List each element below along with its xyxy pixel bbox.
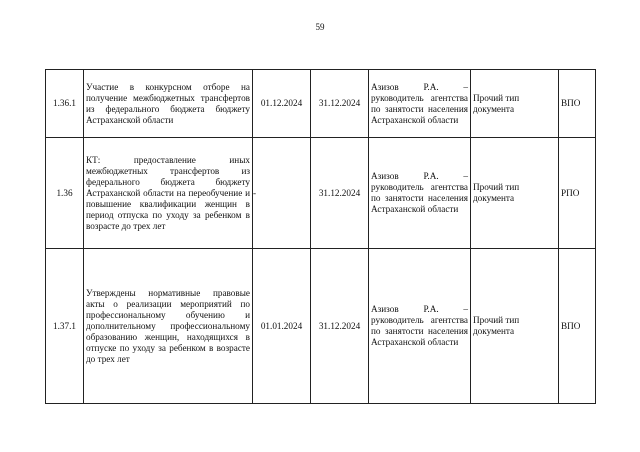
row-number: 1.36.1 (46, 70, 84, 138)
start-date: 01.01.2024 (253, 249, 311, 404)
table-row (46, 138, 596, 249)
start-date: - (253, 138, 311, 249)
page-number: 59 (315, 22, 325, 32)
row-number: 1.37.1 (46, 249, 84, 404)
end-date: 31.12.2024 (311, 70, 369, 138)
responsible-person: Азизов Р.А. – руководитель агентства по занятости населения Астраханской области (369, 70, 471, 138)
table-row (46, 70, 596, 138)
event-name: КТ: предоставление иных межбюджетных трансфертов из федерального бюджета бюджету Астраханской области на переобучение и повышение квалификации женщин в период отпуска по уходу за ребенком в возрасте до трех лет (84, 138, 253, 249)
document-type: Прочий тип документа (471, 138, 559, 249)
verification-level: ВПО (559, 70, 596, 138)
verification-level: ВПО (559, 249, 596, 404)
document-type: Прочий тип документа (471, 70, 559, 138)
plan-table (45, 69, 596, 404)
event-name: Утверждены нормативные правовые акты о реализации мероприятий по профессиональному обучению и дополнительному профессиональному образованию женщин, находящихся в отпуске по уходу за ребенком в возрасте до трех лет (84, 249, 253, 404)
verification-level: РПО (559, 138, 596, 249)
document-type: Прочий тип документа (471, 249, 559, 404)
responsible-person: Азизов Р.А. – руководитель агентства по занятости населения Астраханской области (369, 138, 471, 249)
end-date: 31.12.2024 (311, 138, 369, 249)
responsible-person: Азизов Р.А. – руководитель агентства по занятости населения Астраханской области (369, 249, 471, 404)
end-date: 31.12.2024 (311, 249, 369, 404)
event-name: Участие в конкурсном отборе на получение межбюджетных трансфертов из федерального бюджета бюджету Астраханской области (84, 70, 253, 138)
start-date: 01.12.2024 (253, 70, 311, 138)
row-number: 1.36 (46, 138, 84, 249)
table-row (46, 249, 596, 404)
